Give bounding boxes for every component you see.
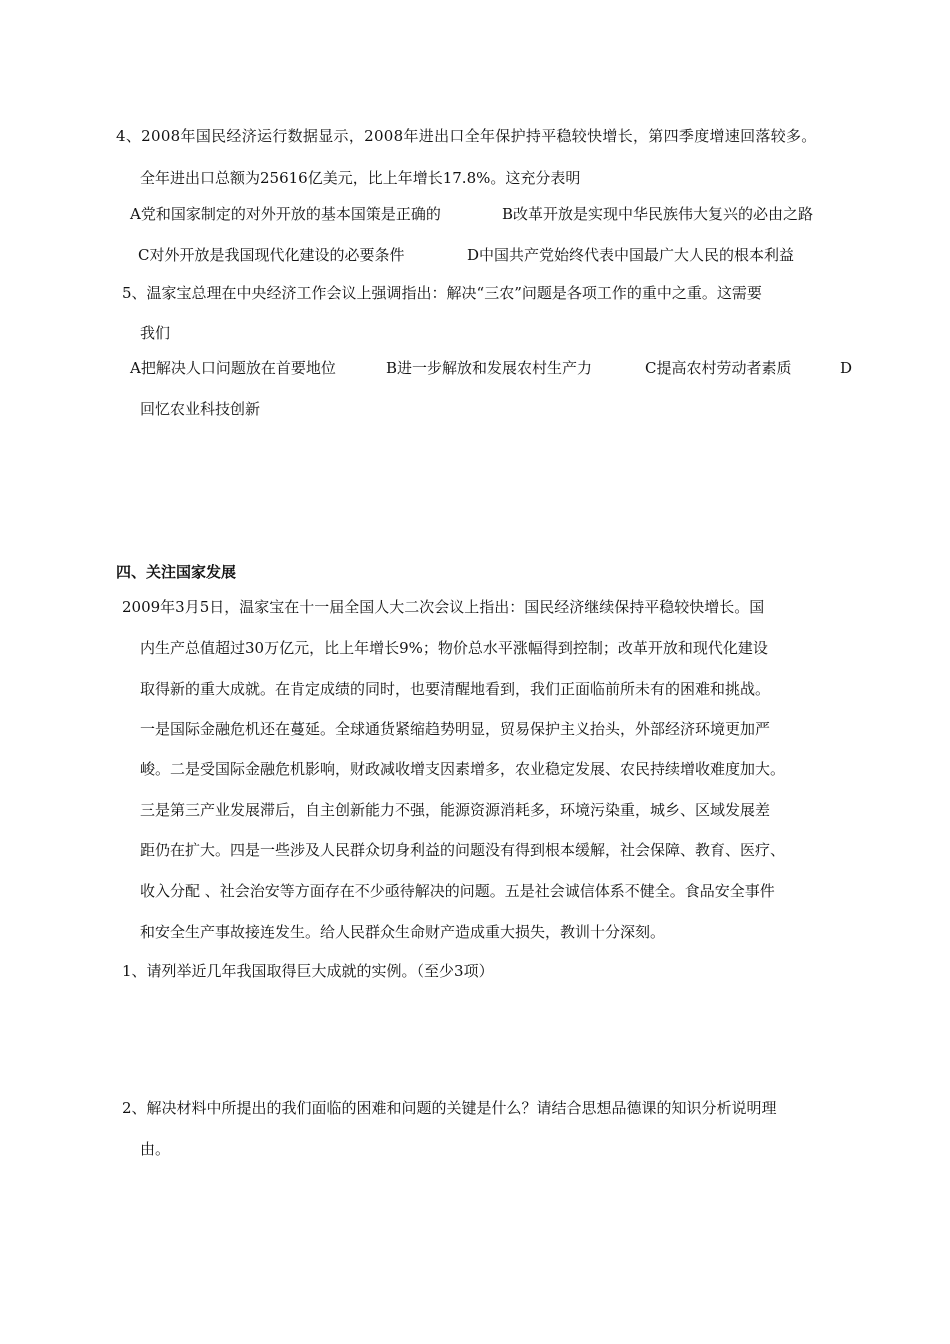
q4-option-d: D中国共产党始终代表中国最广大人民的根本利益 xyxy=(467,246,795,264)
material-line-9: 和安全生产事故接连发生。给人民群众生命财产造成重大损失，教训十分深刻。 xyxy=(140,923,666,941)
material-line-6: 三是第三产业发展滞后，自主创新能力不强，能源资源消耗多，环境污染重，城乡、区域发展差 xyxy=(140,801,771,819)
q5-option-d-letter: D xyxy=(840,359,853,377)
q4-stem-line1: 4、2008年国民经济运行数据显示，2008年进出口全年保护持平稳较快增长，第四季度增速回落较多。 xyxy=(116,127,817,145)
q4-stem-line2: 全年进出口总额为25616亿美元，比上年增长17.8%。这充分表明 xyxy=(140,169,581,187)
q4-option-b: B改革开放是实现中华民族伟大复兴的必由之路 xyxy=(502,205,814,223)
q4-option-c: C对外开放是我国现代化建设的必要条件 xyxy=(138,246,405,264)
material-line-2: 内生产总值超过30万亿元，比上年增长9%；物价总水平涨幅得到控制；改革开放和现代化建设 xyxy=(140,639,768,657)
q5-option-a: A把解决人口问题放在首要地位 xyxy=(130,359,336,377)
q5-stem-line1: 5、温家宝总理在中央经济工作会议上强调指出：解决“三农”问题是各项工作的重中之重。这需要 xyxy=(122,284,762,302)
q5-option-b: B进一步解放和发展农村生产力 xyxy=(386,359,593,377)
material-line-7: 距仍在扩大。四是一些涉及人民群众切身利益的问题没有得到根本缓解，社会保障、教育、医疗、 xyxy=(140,841,786,859)
material-line-4: 一是国际金融危机还在蔓延。全球通货紧缩趋势明显，贸易保护主义抬头，外部经济环境更加严 xyxy=(140,720,771,738)
sub-question-1: 1、请列举近几年我国取得巨大成就的实例。（至少3项） xyxy=(122,962,494,980)
sub-question-2-line1: 2、解决材料中所提出的我们面临的困难和问题的关键是什么？请结合思想品德课的知识分析说明理 xyxy=(122,1099,777,1117)
section-heading: 四、关注国家发展 xyxy=(116,563,237,581)
q5-option-c: C提高农村劳动者素质 xyxy=(645,359,792,377)
q5-stem-line2: 我们 xyxy=(140,324,171,342)
q4-option-a: A党和国家制定的对外开放的基本国策是正确的 xyxy=(130,205,441,223)
material-line-1: 2009年3月5日，温家宝在十一届全国人大二次会议上指出：国民经济继续保持平稳较快增长。国 xyxy=(122,598,765,616)
material-line-5: 峻。二是受国际金融危机影响，财政减收增支因素增多，农业稳定发展、农民持续增收难度加大。 xyxy=(140,760,786,778)
material-line-8: 收入分配 、社会治安等方面存在不少亟待解决的问题。五是社会诚信体系不健全。食品安全事件 xyxy=(140,882,775,900)
sub-question-2-line2: 由。 xyxy=(140,1140,171,1158)
material-line-3: 取得新的重大成就。在肯定成绩的同时，也要清醒地看到，我们正面临前所未有的困难和挑战。 xyxy=(140,680,771,698)
q5-option-d-text: 回忆农业科技创新 xyxy=(140,400,261,418)
